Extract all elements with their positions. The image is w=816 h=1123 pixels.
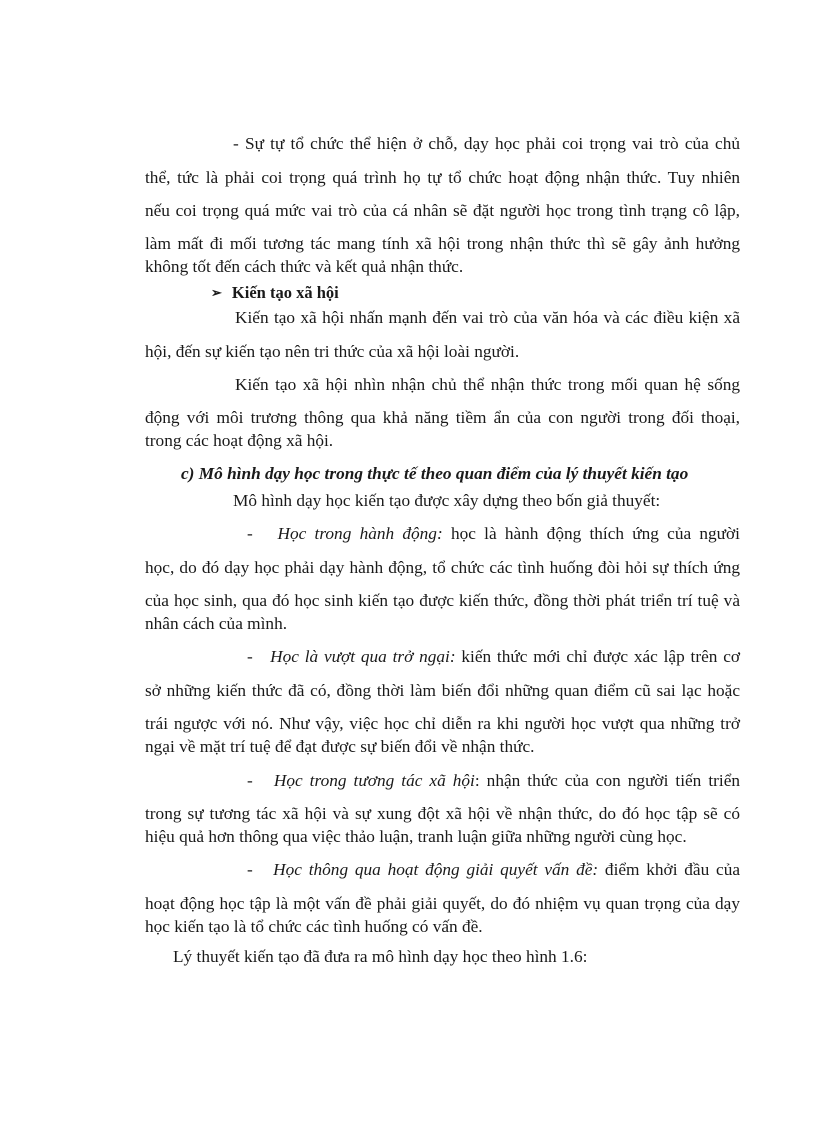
- item-2-line-1: [247, 646, 740, 668]
- section-c-heading: c) Mô hình dạy học trong thực tế theo quan điểm của lý thuyết kiến tạo: [181, 464, 689, 483]
- paragraph-self-organization-line-1: - Sự tự tổ chức thể hiện ở chỗ, dạy học phải coi trọng vai trò của chủ: [233, 134, 740, 153]
- social-constructivism-heading: [211, 282, 611, 304]
- item-2-rest: kiến thức mới chỉ được xác lập trên cơ: [455, 647, 740, 666]
- item-1-line-2: học, do đó dạy học phải dạy hành động, tổ chức các tình huống đòi hỏi sự thích ứng: [145, 558, 740, 577]
- paragraph-self-organization-line-2: thể, tức là phải coi trọng quá trình họ tự tổ chức hoạt động nhận thức. Tuy nhiên: [145, 168, 740, 187]
- item-3-line-1: [247, 770, 740, 792]
- paragraph-model-reference: Lý thuyết kiến tạo đã đưa ra mô hình dạy học theo hình 1.6:: [173, 947, 588, 966]
- item-3-line-3: hiệu quả hơn thông qua việc thảo luận, tranh luận giữa những người cùng học.: [145, 827, 687, 846]
- item-2-line-4: ngại về mặt trí tuệ để đạt được sự biến đổi về nhận thức.: [145, 737, 535, 756]
- item-3-line-2: trong sự tương tác xã hội và sự xung đột xã hội về nhận thức, do đó học tập sẽ có: [145, 804, 740, 823]
- item-1-dash: -: [247, 524, 253, 543]
- paragraph-self-organization-line-5: không tốt đến cách thức và kết quả nhận thức.: [145, 257, 464, 276]
- item-1-line-1: [247, 523, 740, 545]
- paragraph-social-1-line-1: Kiến tạo xã hội nhấn mạnh đến vai trò của văn hóa và các điều kiện xã: [235, 308, 740, 327]
- arrow-bullet-icon: ➢: [211, 285, 222, 300]
- item-2-line-2: sở những kiến thức đã có, đồng thời làm biến đổi những quan điểm cũ sai lạc hoặc: [145, 681, 740, 700]
- paragraph-social-2-line-3: trong các hoạt động xã hội.: [145, 431, 334, 450]
- item-1-rest: học là hành động thích ứng của người: [442, 524, 740, 543]
- item-1-line-3: của học sinh, qua đó học sinh kiến tạo được kiến thức, đồng thời phát triển trí tuệ và: [145, 591, 740, 610]
- item-2-term: Học là vượt qua trở ngại:: [270, 647, 456, 666]
- item-1-line-4: nhân cách của mình.: [145, 614, 288, 633]
- item-3-term: Học trong tương tác xã hội: [273, 771, 475, 790]
- paragraph-self-organization-line-3: nếu coi trọng quá mức vai trò của cá nhân sẽ đặt người học trong tình trạng cô lập,: [145, 201, 740, 220]
- item-3-dash: -: [247, 771, 253, 790]
- item-2-dash: -: [247, 647, 253, 666]
- item-2-line-3: trái ngược với nó. Như vậy, việc học chỉ diễn ra khi người học vượt qua những trở: [145, 714, 740, 733]
- item-4-term: Học thông qua hoạt động giải quyết vấn đề:: [273, 860, 599, 879]
- paragraph-self-organization-line-4: làm mất đi mối tương tác mang tính xã hội trong nhận thức thì sẽ gây ảnh hưởng: [145, 234, 740, 253]
- item-1-term: Học trong hành động:: [277, 524, 443, 543]
- item-4-line-2: hoạt động học tập là một vấn đề phải giải quyết, do đó nhiệm vụ quan trọng của dạy: [145, 894, 740, 913]
- paragraph-hypotheses-intro: Mô hình dạy học kiến tạo được xây dựng theo bốn giả thuyết:: [233, 491, 661, 510]
- paragraph-social-1-line-2: hội, đến sự kiến tạo nên tri thức của xã hội loài người.: [145, 342, 520, 361]
- social-constructivism-heading-text: Kiến tạo xã hội: [231, 283, 339, 302]
- paragraph-social-2-line-2: động với môi trương thông qua khả năng tiềm ẩn của con người trong đối thoại,: [145, 408, 740, 427]
- paragraph-social-2-line-1: Kiến tạo xã hội nhìn nhận chủ thể nhận thức trong mối quan hệ sống: [235, 375, 740, 394]
- item-4-line-1: [247, 859, 740, 881]
- item-4-line-3: học kiến tạo là tổ chức các tình huống có vấn đề.: [145, 917, 483, 936]
- item-3-rest: : nhận thức của con người tiến triển: [474, 771, 741, 790]
- item-4-rest: điểm khởi đầu của: [598, 860, 741, 879]
- item-4-dash: -: [247, 860, 253, 879]
